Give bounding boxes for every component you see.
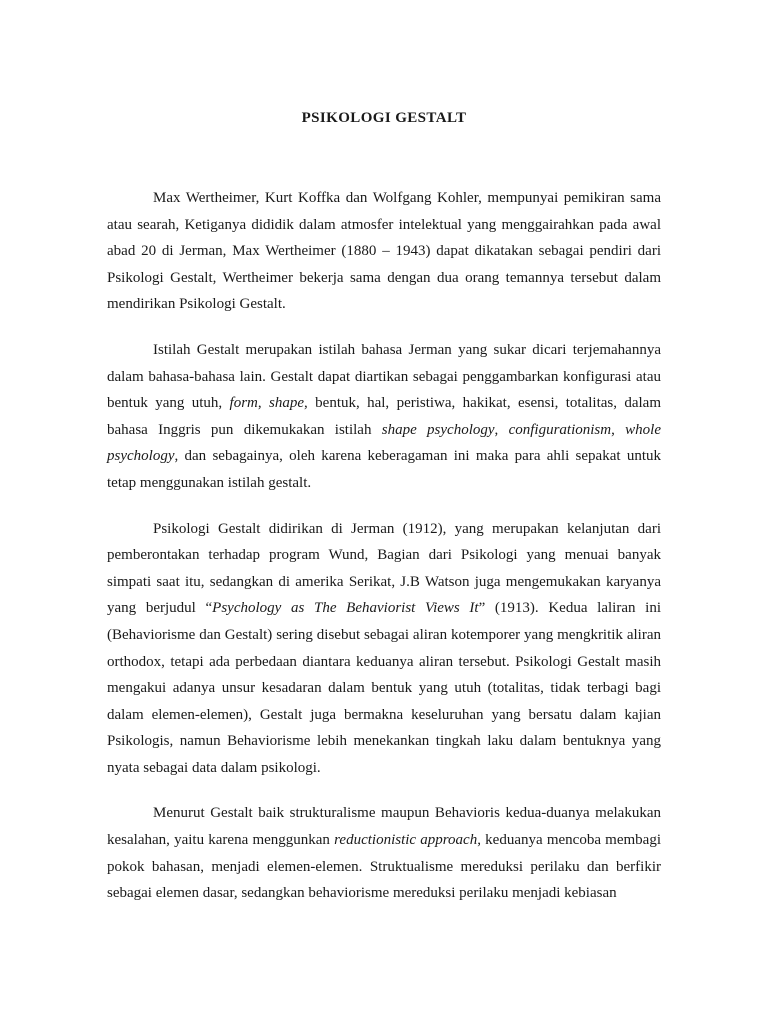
italic-term: Psychology as The Behaviorist Views It [212, 600, 479, 617]
text-run: Menurut Gestalt baik strukturalisme maupun Behavioris kedua-duanya melakukan kesalahan, yaitu karena menggunkan [107, 805, 661, 849]
paragraph [107, 185, 661, 318]
text-run: , [257, 395, 270, 412]
paragraph [107, 800, 661, 906]
text-run: Istilah Gestalt merupakan istilah bahasa Jerman yang sukar dicari terjemahannya dalam bahasa-bahasa lain. Gestalt dapat diartikan sebagai penggambarkan konfigurasi atau bentuk yang utuh, [107, 341, 661, 412]
text-run: , bentuk, hal, peristiwa, hakikat, esensi, totalitas, dalam bahasa Inggris pun dikemukakan istilah [107, 395, 662, 438]
text-run: , [494, 421, 509, 438]
text-run: Psikologi Gestalt didirikan di Jerman (1912), yang merupakan kelanjutan dari pemberontakan terhadap program Wund, Bagian dari Psikologi yang menuai banyak simpati saat itu, sedangkan di amerika Serikat, J.B Watson juga mengemukakan karyanya yang berjudul “ [107, 520, 661, 617]
italic-term: form [229, 395, 258, 412]
text-run: , dan sebagainya, oleh karena keberagaman ini maka para ahli sepakat untuk tetap menggunakan istilah gestalt. [107, 448, 661, 491]
italic-term: reductionistic approach [334, 832, 478, 849]
text-run: , [611, 421, 626, 438]
document-body [107, 185, 661, 926]
italic-term: configurationism [508, 421, 612, 438]
paragraph [107, 337, 661, 497]
italic-term: shape [269, 395, 305, 412]
italic-term: shape psychology [381, 421, 495, 438]
text-run: , keduanya mencoba membagi pokok bahasan, menjadi elemen-elemen. Struktualisme mereduksi perilaku dan berfikir sebagai elemen dasar, sedangkan behaviorisme mereduksi perilaku menjadi kebiasan [107, 832, 661, 902]
document-title: PSIKOLOGI GESTALT [301, 110, 467, 126]
paragraph [107, 516, 661, 782]
text-run: ” (1913). Kedua laliran ini (Behaviorisme dan Gestalt) sering disebut sebagai aliran kotemporer yang mengkritik aliran orthodox, tetapi ada perbedaan diantara keduanya aliran tersebut. Psikologi Gestalt masih mengakui adanya unsur kesadaran dalam bentuk yang utuh (totalitas, tidak terbagi bagi dalam elemen-elemen), Gestalt juga bermakna keseluruhan yang bersatu dalam kajian Psikologis, namun Behaviorisme lebih menekankan tingkah laku dalam bentuknya yang nyata sebagai data dalam psikologi. [107, 600, 662, 776]
italic-term: whole psychology [107, 421, 661, 465]
text-run: Max Wertheimer, Kurt Koffka dan Wolfgang Kohler, mempunyai pemikiran sama atau searah, Ketiganya dididik dalam atmosfer intelektual yang menggairahkan pada awal abad 20 di Jerman, Max Wertheimer (1880 – 1943) dapat dikatakan sebagai pendiri dari Psikologi Gestalt, Wertheimer bekerja sama dengan dua orang temannya tersebut dalam mendirikan Psikologi Gestalt. [107, 190, 661, 313]
